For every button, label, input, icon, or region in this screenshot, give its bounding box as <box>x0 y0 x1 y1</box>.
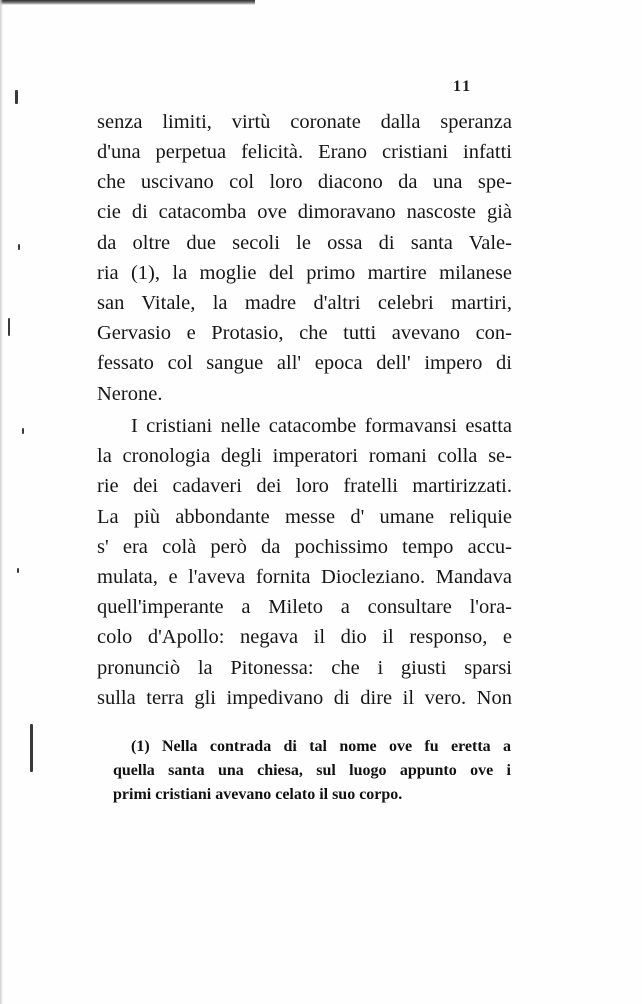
body-line: cie di catacomba ove dimoravano nascoste già <box>97 201 512 223</box>
body-line: d'una perpetua felicità. Erano cristiani infatti <box>97 141 512 163</box>
footnote-line: primi cristiani avevano celato il suo corpo. <box>113 786 403 803</box>
page-left-edge-shadow <box>0 0 3 1004</box>
body-line: ria (1), la moglie del primo martire milanese <box>97 262 512 284</box>
body-line: mulata, e l'aveva fornita Diocleziano. Mandava <box>97 566 512 588</box>
page-number: 11 <box>453 78 473 95</box>
margin-speck <box>22 428 24 434</box>
footnote-line: quella santa una chiesa, sul luogo appunto ove i <box>113 762 511 779</box>
margin-speck <box>30 724 33 772</box>
margin-speck <box>17 568 19 573</box>
body-line: Gervasio e Protasio, che tutti avevano con- <box>97 322 512 344</box>
body-line: s' era colà però da pochissimo tempo accu- <box>97 536 512 558</box>
body-line: Nerone. <box>97 383 163 405</box>
body-line: la cronologia degli imperatori romani colla se- <box>97 445 512 467</box>
body-line: da oltre due secoli le ossa di santa Vale- <box>97 232 512 254</box>
paragraph-start-line: I cristiani nelle catacombe formavansi esatta <box>131 415 512 437</box>
body-line: La più abbondante messe d' umane reliquie <box>97 506 512 528</box>
footnote-line: (1) Nella contrada di tal nome ove fu eretta a <box>131 738 511 755</box>
margin-speck <box>8 318 10 336</box>
body-line: fessato col sangue all' epoca dell' impero di <box>97 352 512 374</box>
body-line: che uscivano col loro diacono da una spe- <box>97 171 512 193</box>
margin-speck <box>15 90 18 104</box>
body-line: colo d'Apollo: negava il dio il responso, e <box>97 626 512 648</box>
body-line: senza limiti, virtù coronate dalla speranza <box>97 111 512 133</box>
body-line: rie dei cadaveri dei loro fratelli martirizzati. <box>97 475 512 497</box>
body-line: pronunciò la Pitonessa: che i giusti sparsi <box>97 657 512 679</box>
margin-speck <box>18 244 20 250</box>
body-line: sulla terra gli impedivano di dire il vero. Non <box>97 687 512 709</box>
page-top-edge-shadow <box>0 0 255 5</box>
body-line: quell'imperante a Mileto a consultare l'ora- <box>97 596 512 618</box>
body-line: san Vitale, la madre d'altri celebri martiri, <box>97 292 512 314</box>
